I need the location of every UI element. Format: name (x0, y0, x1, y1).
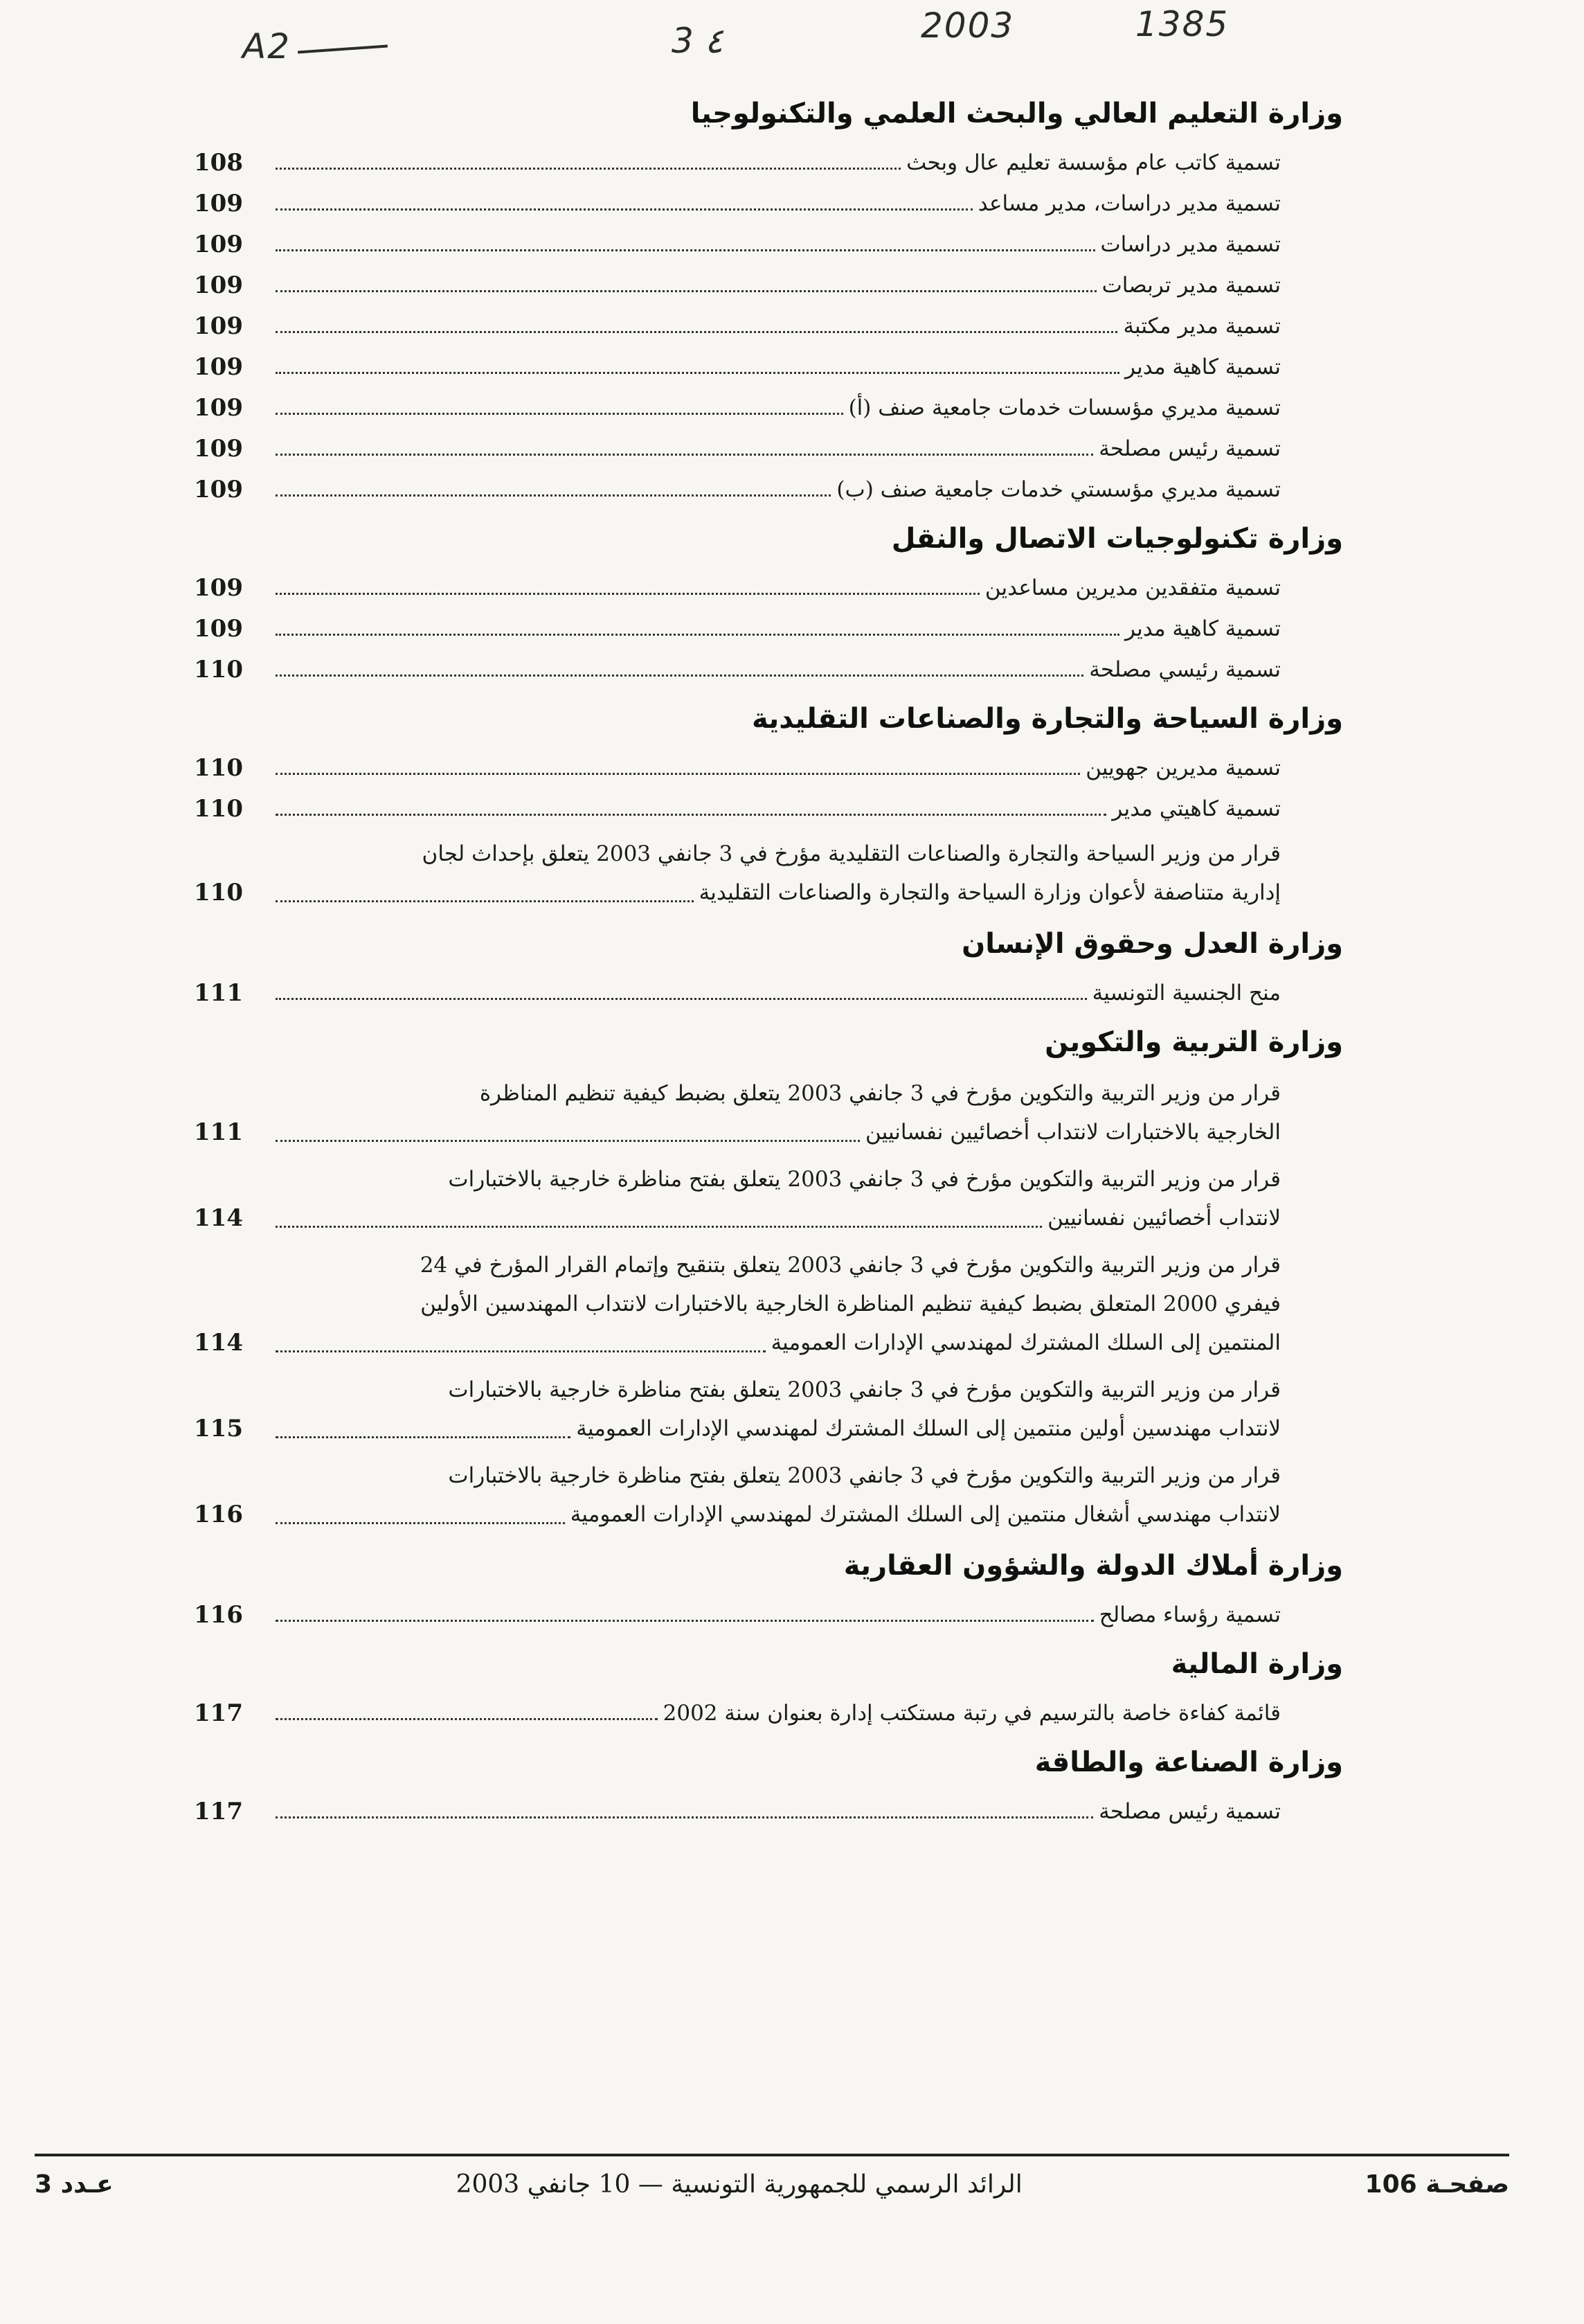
toc-page-number: 109 (194, 476, 243, 503)
toc-entry-line: قرار من وزير التربية والتكوين مؤرخ في 3 جانفي 2003 يتعلق بفتح مناظرة خارجية بالاختبارات (448, 1167, 1281, 1192)
toc-entry[interactable] (194, 654, 1343, 685)
toc-entry-text (270, 834, 1281, 912)
toc-page-number: 109 (194, 394, 243, 422)
toc-page-number: 109 (194, 312, 243, 340)
toc-page-number: 111 (194, 979, 243, 1007)
toc-entry[interactable] (194, 1370, 1343, 1448)
dot-leader (276, 249, 1095, 251)
ministry-section (194, 920, 1343, 1008)
dot-leader (276, 413, 843, 415)
toc-entry[interactable] (194, 614, 1343, 644)
toc-entry-text: تسمية مدير مكتبة (1123, 314, 1281, 339)
toc-entry-text: تسمية رئيس مصلحة (1099, 1799, 1281, 1824)
toc-entry[interactable] (194, 794, 1343, 824)
toc-entry-line: قرار من وزير التربية والتكوين مؤرخ في 3 جانفي 2003 يتعلق بضبط كيفية تنظيم المناظرة (479, 1081, 1281, 1106)
handwritten-year: 2003 (921, 6, 1015, 46)
toc-entry-line: لانتداب أخصائيين نفسانيين (1047, 1206, 1281, 1231)
dot-leader (276, 372, 1119, 374)
dot-leader (276, 814, 1106, 816)
toc-entry[interactable] (194, 573, 1343, 603)
toc-entry-text: تسمية كاتب عام مؤسسة تعليم عال وبحث (906, 150, 1281, 175)
toc-page-number: 109 (194, 353, 243, 381)
dot-leader (276, 454, 1093, 456)
dot-leader (276, 1522, 565, 1524)
toc-entry-text: تسمية مدير دراسات (1100, 232, 1281, 257)
toc-entry[interactable] (194, 270, 1343, 301)
toc-entry[interactable] (194, 229, 1343, 260)
toc-entry-text (270, 1246, 1281, 1362)
toc-page-number: 109 (194, 271, 243, 299)
toc-entry-text: تسمية مديري مؤسستي خدمات جامعية صنف (ب) (836, 477, 1281, 502)
toc-entry-line: قرار من وزير التربية والتكوين مؤرخ في 3 جانفي 2003 يتعلق بفتح مناظرة خارجية بالاختبارات (448, 1463, 1281, 1488)
table-of-contents (194, 90, 1343, 2119)
toc-page-number: 115 (194, 1415, 243, 1442)
toc-entry-line: إدارية متناصفة لأعوان وزارة السياحة والتجارة والصناعات التقليدية (699, 880, 1281, 905)
toc-page-number: 110 (194, 795, 243, 823)
toc-entry[interactable] (194, 1796, 1343, 1827)
toc-entry-text: تسمية رؤساء مصالح (1099, 1602, 1281, 1627)
ministry-section (194, 515, 1343, 685)
footer-page-number: صفحـة 106 (1365, 2170, 1509, 2199)
ministry-section (194, 90, 1343, 505)
toc-entry[interactable] (194, 1698, 1343, 1728)
dot-leader (276, 1718, 658, 1720)
ministry-heading: وزارة العدل وحقوق الإنسان (962, 928, 1343, 960)
toc-page-number: 114 (194, 1204, 243, 1232)
toc-page-number: 117 (194, 1699, 243, 1727)
toc-entry-text (270, 1074, 1281, 1152)
toc-entry[interactable] (194, 148, 1343, 178)
toc-entry-line: قرار من وزير التربية والتكوين مؤرخ في 3 جانفي 2003 يتعلق بتنقيح وإتمام القرار المؤرخ في 24 (420, 1253, 1281, 1278)
dot-leader (276, 900, 694, 902)
toc-entry-line: لانتداب مهندسي أشغال منتمين إلى السلك المشترك لمهندسي الإدارات العمومية (570, 1502, 1281, 1527)
dot-leader (276, 1350, 766, 1352)
ministry-heading: وزارة أملاك الدولة والشؤون العقارية (843, 1550, 1343, 1582)
toc-page-number: 117 (194, 1798, 243, 1825)
ministry-heading: وزارة المالية (1171, 1648, 1343, 1680)
toc-page-number: 116 (194, 1501, 243, 1528)
ministry-heading: وزارة التربية والتكوين (1045, 1026, 1343, 1058)
ministry-section (194, 1641, 1343, 1728)
toc-entry-line: قرار من وزير السياحة والتجارة والصناعات التقليدية مؤرخ في 3 جانفي 2003 يتعلق بإحداث لجان (422, 841, 1281, 866)
toc-page-number: 108 (194, 149, 243, 177)
dot-leader (276, 1436, 570, 1438)
toc-page-number: 109 (194, 231, 243, 258)
dot-leader (276, 331, 1117, 333)
handwritten-a2: A2 (242, 26, 388, 66)
toc-entry[interactable] (194, 978, 1343, 1008)
toc-entry-line: قرار من وزير التربية والتكوين مؤرخ في 3 جانفي 2003 يتعلق بفتح مناظرة خارجية بالاختبارات (448, 1377, 1281, 1402)
dot-leader (276, 208, 973, 211)
toc-page-number: 110 (194, 879, 243, 906)
toc-entry-text: تسمية كاهية مدير (1124, 616, 1281, 641)
toc-entry[interactable] (194, 352, 1343, 382)
dot-leader (276, 998, 1087, 1000)
toc-entry[interactable] (194, 393, 1343, 423)
toc-page-number: 109 (194, 435, 243, 463)
dot-leader (276, 1620, 1094, 1622)
toc-entry[interactable] (194, 474, 1343, 505)
toc-entry[interactable] (194, 834, 1343, 912)
dot-leader (276, 1226, 1042, 1228)
toc-entry-text: تسمية كاهية مدير (1124, 355, 1281, 379)
toc-entry[interactable] (194, 433, 1343, 464)
toc-entry[interactable] (194, 311, 1343, 341)
toc-entry-text: تسمية مدير تربصات (1101, 273, 1281, 298)
dot-leader (276, 634, 1119, 636)
toc-entry-text (270, 1456, 1281, 1534)
toc-entry-text (270, 1160, 1281, 1237)
dot-leader (276, 494, 831, 497)
ministry-heading: وزارة السياحة والتجارة والصناعات التقليدية (751, 703, 1343, 735)
ministry-section (194, 1019, 1343, 1534)
toc-entry[interactable] (194, 188, 1343, 219)
toc-page-number: 114 (194, 1329, 243, 1357)
toc-entry-text: تسمية رئيس مصلحة (1099, 436, 1281, 461)
dot-leader (276, 290, 1097, 292)
toc-page-number: 109 (194, 574, 243, 602)
handwritten-annotations (0, 0, 1584, 97)
toc-entry[interactable] (194, 1600, 1343, 1630)
toc-entry[interactable] (194, 1160, 1343, 1237)
toc-entry-text: تسمية متفقدين مديرين مساعدين (984, 575, 1281, 600)
toc-entry-text: تسمية رئيسي مصلحة (1089, 657, 1281, 682)
toc-entry-line: لانتداب مهندسين أولين منتمين إلى السلك المشترك لمهندسي الإدارات العمومية (576, 1416, 1281, 1441)
ministry-heading: وزارة تكنولوجيات الاتصال والنقل (891, 523, 1343, 555)
dot-leader (276, 168, 901, 170)
toc-page-number: 110 (194, 754, 243, 782)
toc-entry[interactable] (194, 1074, 1343, 1152)
toc-page-number: 116 (194, 1601, 243, 1629)
toc-entry-text: منح الجنسية التونسية (1092, 981, 1281, 1005)
ministry-section (194, 1739, 1343, 1827)
toc-page-number: 111 (194, 1118, 243, 1146)
dot-leader (276, 1816, 1093, 1818)
dot-leader (276, 773, 1080, 775)
toc-page-number: 109 (194, 615, 243, 643)
toc-entry-text: تسمية مديرين جهويين (1086, 756, 1281, 780)
ministry-section (194, 1542, 1343, 1630)
toc-entry-line: فيفري 2000 المتعلق بضبط كيفية تنظيم المناظرة الخارجية بالاختبارات لانتداب المهندسين الأولين (420, 1291, 1281, 1316)
ministry-section (194, 695, 1343, 912)
toc-entry-text: قائمة كفاءة خاصة بالترسيم في رتبة مستكتب إدارة بعنوان سنة 2002 (663, 1701, 1281, 1726)
footer-issue-number: عـدد 3 (35, 2170, 114, 2199)
toc-entry-text: تسمية مديري مؤسسات خدمات جامعية صنف (أ) (848, 395, 1281, 420)
toc-entry[interactable] (194, 1246, 1343, 1362)
toc-entry[interactable] (194, 753, 1343, 783)
dot-leader (276, 593, 980, 595)
page-footer (35, 2154, 1509, 2199)
toc-page-number: 110 (194, 656, 243, 683)
toc-entry-line: الخارجية بالاختبارات لانتداب أخصائيين نفسانيين (865, 1120, 1281, 1145)
ministry-heading: وزارة التعليم العالي والبحث العلمي والتكنولوجيا (690, 98, 1343, 129)
ministry-heading: وزارة الصناعة والطاقة (1034, 1746, 1343, 1778)
toc-page-number: 109 (194, 190, 243, 217)
toc-entry[interactable] (194, 1456, 1343, 1534)
footer-journal-title: الرائد الرسمي للجمهورية التونسية — 10 جانفي 2003 (456, 2170, 1023, 2199)
toc-entry-text: تسمية كاهيتي مدير (1112, 796, 1281, 821)
toc-entry-text: تسمية مدير دراسات، مدير مساعد (978, 191, 1281, 216)
dot-leader (276, 674, 1083, 677)
dot-leader (276, 1140, 860, 1142)
toc-entry-text (270, 1370, 1281, 1448)
handwritten-reference: 1385 (1135, 4, 1230, 44)
handwritten-issue-number: 3 ٤ (672, 21, 723, 61)
toc-entry-line: المنتمين إلى السلك المشترك لمهندسي الإدارات العمومية (771, 1330, 1281, 1355)
